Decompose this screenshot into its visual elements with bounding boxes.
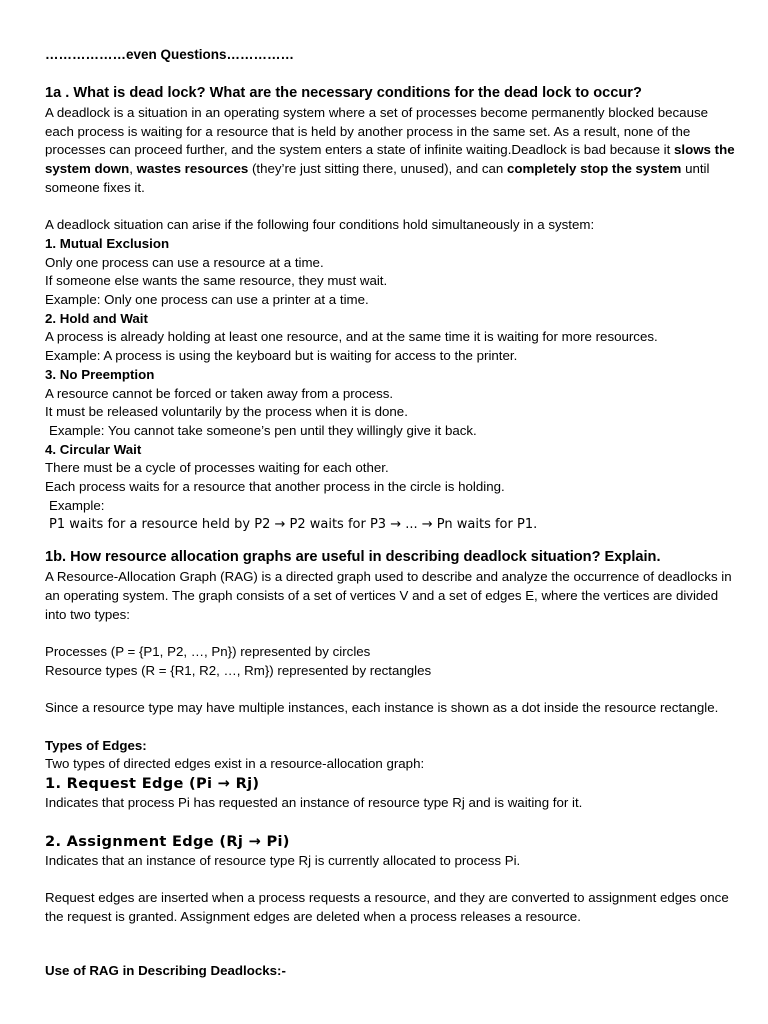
request-edge-desc: Indicates that process Pi has requested an instance of resource type Rj and is waiting for it.	[45, 795, 583, 811]
spacer	[45, 625, 735, 644]
rag-resources: Resource types (R = {R1, R2, …, Rm}) represented by rectangles	[45, 662, 432, 678]
assignment-edge-title: 2. Assignment Edge (Rj → Pi)	[45, 832, 290, 850]
spacer	[45, 926, 735, 962]
edge-types-heading	[45, 737, 735, 756]
question-1b-title: 1b. How resource allocation graphs are useful in describing deadlock situation? Explain.	[45, 549, 661, 566]
condition-4-line-2: Each process waits for a resource that another process in the circle is holding.	[45, 479, 505, 495]
condition-3-line-3: Example: You cannot take someone’s pen until they willingly give it back.	[49, 422, 477, 438]
spacer	[45, 681, 735, 700]
definition-bold-1: slows the system down	[45, 142, 735, 177]
request-edge-title: 1. Request Edge (Pi → Rj)	[45, 775, 260, 793]
spacer	[45, 534, 735, 546]
definition-bold-2: wastes resources	[136, 161, 249, 177]
definition-text-1: A deadlock is a situation in an operating system where a set of processes become permanently blocked because each process is waiting for a resource that is held by another process in the same set. As a result, none of the processes can proceed further, and the system enters a state of infinite waiting.Deadlock is bad because it	[45, 105, 709, 158]
rag-processes: Processes (P = {P1, P2, …, Pn}) represented by circles	[45, 644, 371, 660]
rag-intro: A Resource-Allocation Graph (RAG) is a directed graph used to describe and analyze the occurrence of deadlocks in an operating system. The graph consists of a set of vertices V and a set of edges E, where the vertices are divided into two types:	[45, 569, 732, 622]
edge-types-intro: Two types of directed edges exist in a resource-allocation graph:	[45, 756, 425, 772]
condition-3-line-2: It must be released voluntarily by the process when it is done.	[45, 404, 408, 420]
assignment-edge-desc: Indicates that an instance of resource type Rj is currently allocated to process Pi.	[45, 852, 521, 868]
edge-types-heading-text: Types of Edges	[45, 737, 143, 753]
condition-4-line-3: Example:	[49, 497, 105, 513]
condition-2-title: 2. Hold and Wait	[45, 310, 148, 326]
spacer	[45, 198, 735, 217]
definition-text-3: (they’re just sitting there, unused), and can	[248, 161, 507, 177]
spacer	[45, 813, 735, 832]
condition-1-line-2: If someone else wants the same resource, they must wait.	[45, 273, 388, 289]
deadlock-definition	[45, 104, 735, 198]
condition-1-line-1: Only one process can use a resource at a time.	[45, 254, 324, 270]
edge-conversion: Request edges are inserted when a process requests a resource, and they are converted to assignment edges once the request is granted. Assignment edges are deleted when a process releases a resource.	[45, 889, 729, 924]
rag-use-heading: Use of RAG in Describing Deadlocks:-	[45, 963, 286, 979]
document-page	[45, 44, 735, 981]
condition-1-title: 1. Mutual Exclusion	[45, 235, 170, 251]
definition-text-4: until someone fixes it.	[45, 161, 710, 195]
definition-bold-3: completely stop the system	[506, 161, 682, 177]
condition-2-line-2: Example: A process is using the keyboard but is waiting for access to the printer.	[45, 348, 518, 364]
circular-wait-example: P1 waits for a resource held by P2 → P2 waits for P3 → ... → Pn waits for P1.	[49, 517, 538, 533]
condition-1-line-3: Example: Only one process can use a printer at a time.	[45, 292, 369, 308]
question-1a-title: 1a . What is dead lock? What are the necessary conditions for the dead lock to occur?	[45, 85, 642, 101]
condition-3-line-1: A resource cannot be forced or taken away from a process.	[45, 385, 394, 401]
section-banner: ………………even Questions……………	[45, 47, 295, 62]
definition-text-2: ,	[129, 161, 137, 177]
condition-4-title: 4. Circular Wait	[45, 441, 142, 457]
spacer	[45, 870, 735, 889]
condition-3-title: 3. No Preemption	[45, 366, 155, 382]
edge-types-heading-colon: :	[142, 737, 147, 753]
rag-instances: Since a resource type may have multiple instances, each instance is shown as a dot inside the resource rectangle.	[45, 700, 719, 716]
spacer	[45, 718, 735, 737]
conditions-intro: A deadlock situation can arise if the following four conditions hold simultaneously in a system:	[45, 217, 595, 233]
condition-2-line-1: A process is already holding at least one resource, and at the same time it is waiting for more resources.	[45, 329, 658, 345]
condition-4-line-1: There must be a cycle of processes waiting for each other.	[45, 460, 389, 476]
